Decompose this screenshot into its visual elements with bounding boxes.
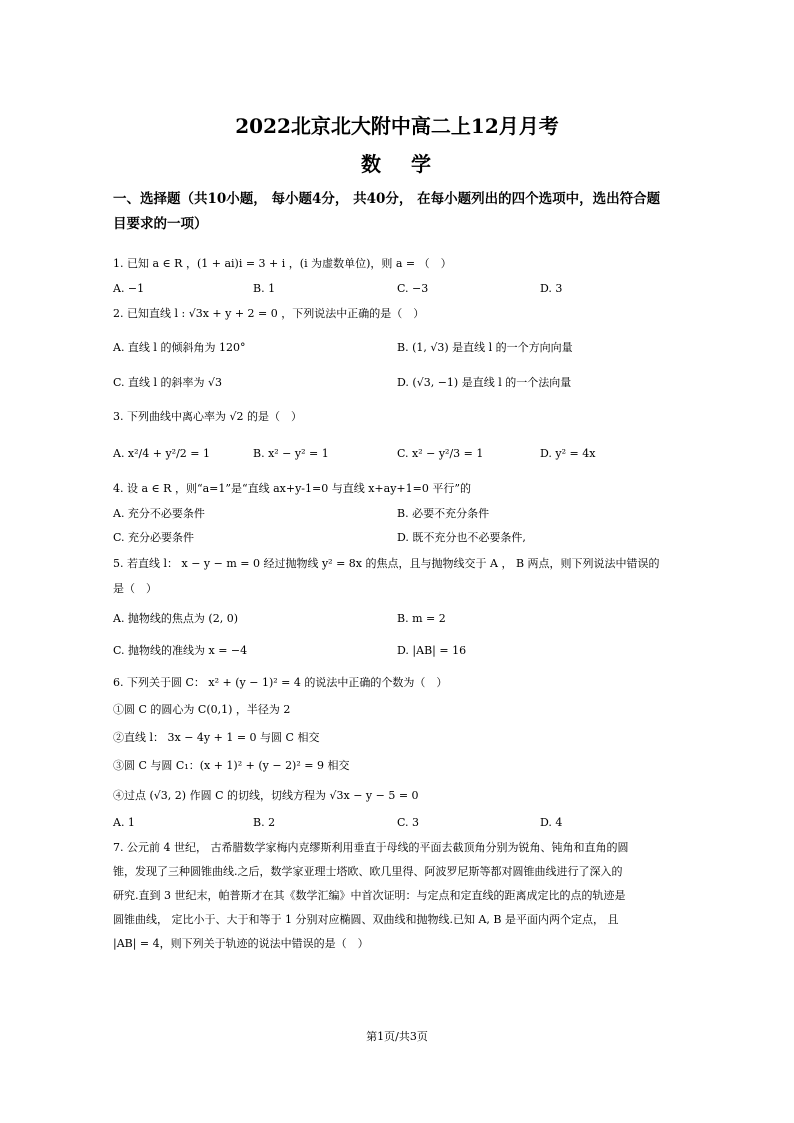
question-6-stem: 6. 下列关于圆 C： x² + (y − 1)² = 4 的说法中正确的个数为（ ）	[113, 676, 448, 689]
question-5-option-b: B. m = 2	[397, 612, 446, 625]
question-2-option-b: B. (1, √3) 是直线 l 的一个方向向量	[397, 341, 573, 354]
question-5-stem: 5. 若直线 l： x − y − m = 0 经过抛物线 y² = 8x 的焦点，且与抛物线交于 A ， B 两点，则下列说法中错误的	[113, 557, 660, 570]
question-6-item-4: ④过点 (√3, 2) 作圆 C 的切线，切线方程为 √3x − y − 5 = 0	[113, 789, 419, 802]
question-1-option-d: D. 3	[540, 282, 563, 295]
question-4-option-a: A. 充分不必要条件	[113, 507, 205, 520]
question-6-option-c: C. 3	[397, 816, 420, 829]
question-4-option-c: C. 充分必要条件	[113, 531, 195, 544]
question-3-stem: 3. 下列曲线中离心率为 √2 的是（ ）	[113, 410, 302, 423]
question-6-item-1: ①圆 C 的圆心为 C(0,1) ，半径为 2	[113, 703, 291, 716]
question-2-stem: 2. 已知直线 l : √3x + y + 2 = 0 ，下列说法中正确的是（ ）	[113, 307, 425, 320]
question-6-item-3: ③圆 C 与圆 C₁：(x + 1)² + (y − 2)² = 9 相交	[113, 759, 350, 772]
section-heading-line1: 一、选择题（共10小题， 每小题4分， 共40分， 在每小题列出的四个选项中，选出符合题	[113, 191, 661, 207]
question-5-option-a: A. 抛物线的焦点为 (2, 0)	[113, 612, 239, 625]
question-6-option-a: A. 1	[113, 816, 135, 829]
question-3-option-a: A. x²/4 + y²/2 = 1	[113, 447, 211, 460]
question-1-option-c: C. −3	[397, 282, 429, 295]
question-5-option-c: C. 抛物线的准线为 x = −4	[113, 644, 248, 657]
question-2-option-d: D. (√3, −1) 是直线 l 的一个法向量	[397, 376, 572, 389]
question-1-stem: 1. 已知 a ∈ R ，(1 + ai)i = 3 + i ，(i 为虚数单位)，则 a = （ ）	[113, 257, 452, 270]
question-7-line-2: 锥，发现了三种圆锥曲线.之后，数学家亚理士塔欧、欧几里得、阿波罗尼斯等都对圆锥曲线进行了深入的	[113, 865, 623, 878]
question-3-option-d: D. y² = 4x	[540, 447, 596, 460]
question-4-stem: 4. 设 a ∈ R ，则“a=1”是“直线 ax+y-1=0 与直线 x+ay+1=0 平行”的	[113, 482, 471, 495]
page-footer: 第1页/共3页	[366, 1030, 428, 1043]
section-heading-line2: 目要求的一项）	[113, 216, 208, 232]
subject-heading: 数学	[361, 152, 461, 176]
question-5-option-d: D. |AB| = 16	[397, 644, 467, 657]
question-7-line-1: 7. 公元前 4 世纪， 古希腊数学家梅内克缪斯利用垂直于母线的平面去截顶角分别为锐角、钝角和直角的圆	[113, 841, 629, 854]
question-1-option-a: A. −1	[113, 282, 145, 295]
question-3-option-b: B. x² − y² = 1	[253, 447, 329, 460]
question-3-option-c: C. x² − y²/3 = 1	[397, 447, 484, 460]
question-6-option-b: B. 2	[253, 816, 276, 829]
question-6-option-d: D. 4	[540, 816, 563, 829]
question-7-line-5: |AB| = 4，则下列关于轨迹的说法中错误的是（ ）	[113, 937, 369, 950]
question-7-line-4: 圆锥曲线， 定比小于、大于和等于 1 分别对应椭圆、双曲线和抛物线.已知 A, B 是平面内两个定点， 且	[113, 913, 619, 926]
question-4-option-b: B. 必要不充分条件	[397, 507, 490, 520]
question-4-option-d: D. 既不充分也不必要条件,	[397, 531, 526, 544]
question-2-option-c: C. 直线 l 的斜率为 √3	[113, 376, 223, 389]
question-7-line-3: 研究.直到 3 世纪末，帕普斯才在其《数学汇编》中首次证明：与定点和定直线的距离成定比的点的轨迹是	[113, 889, 626, 902]
question-5-stem-continued: 是（ ）	[113, 582, 157, 595]
question-2-option-a: A. 直线 l 的倾斜角为 120°	[113, 341, 246, 354]
question-6-item-2: ②直线 l： 3x − 4y + 1 = 0 与圆 C 相交	[113, 731, 320, 744]
page-title: 2022北京北大附中高二上12月月考	[235, 114, 559, 138]
question-1-option-b: B. 1	[253, 282, 276, 295]
